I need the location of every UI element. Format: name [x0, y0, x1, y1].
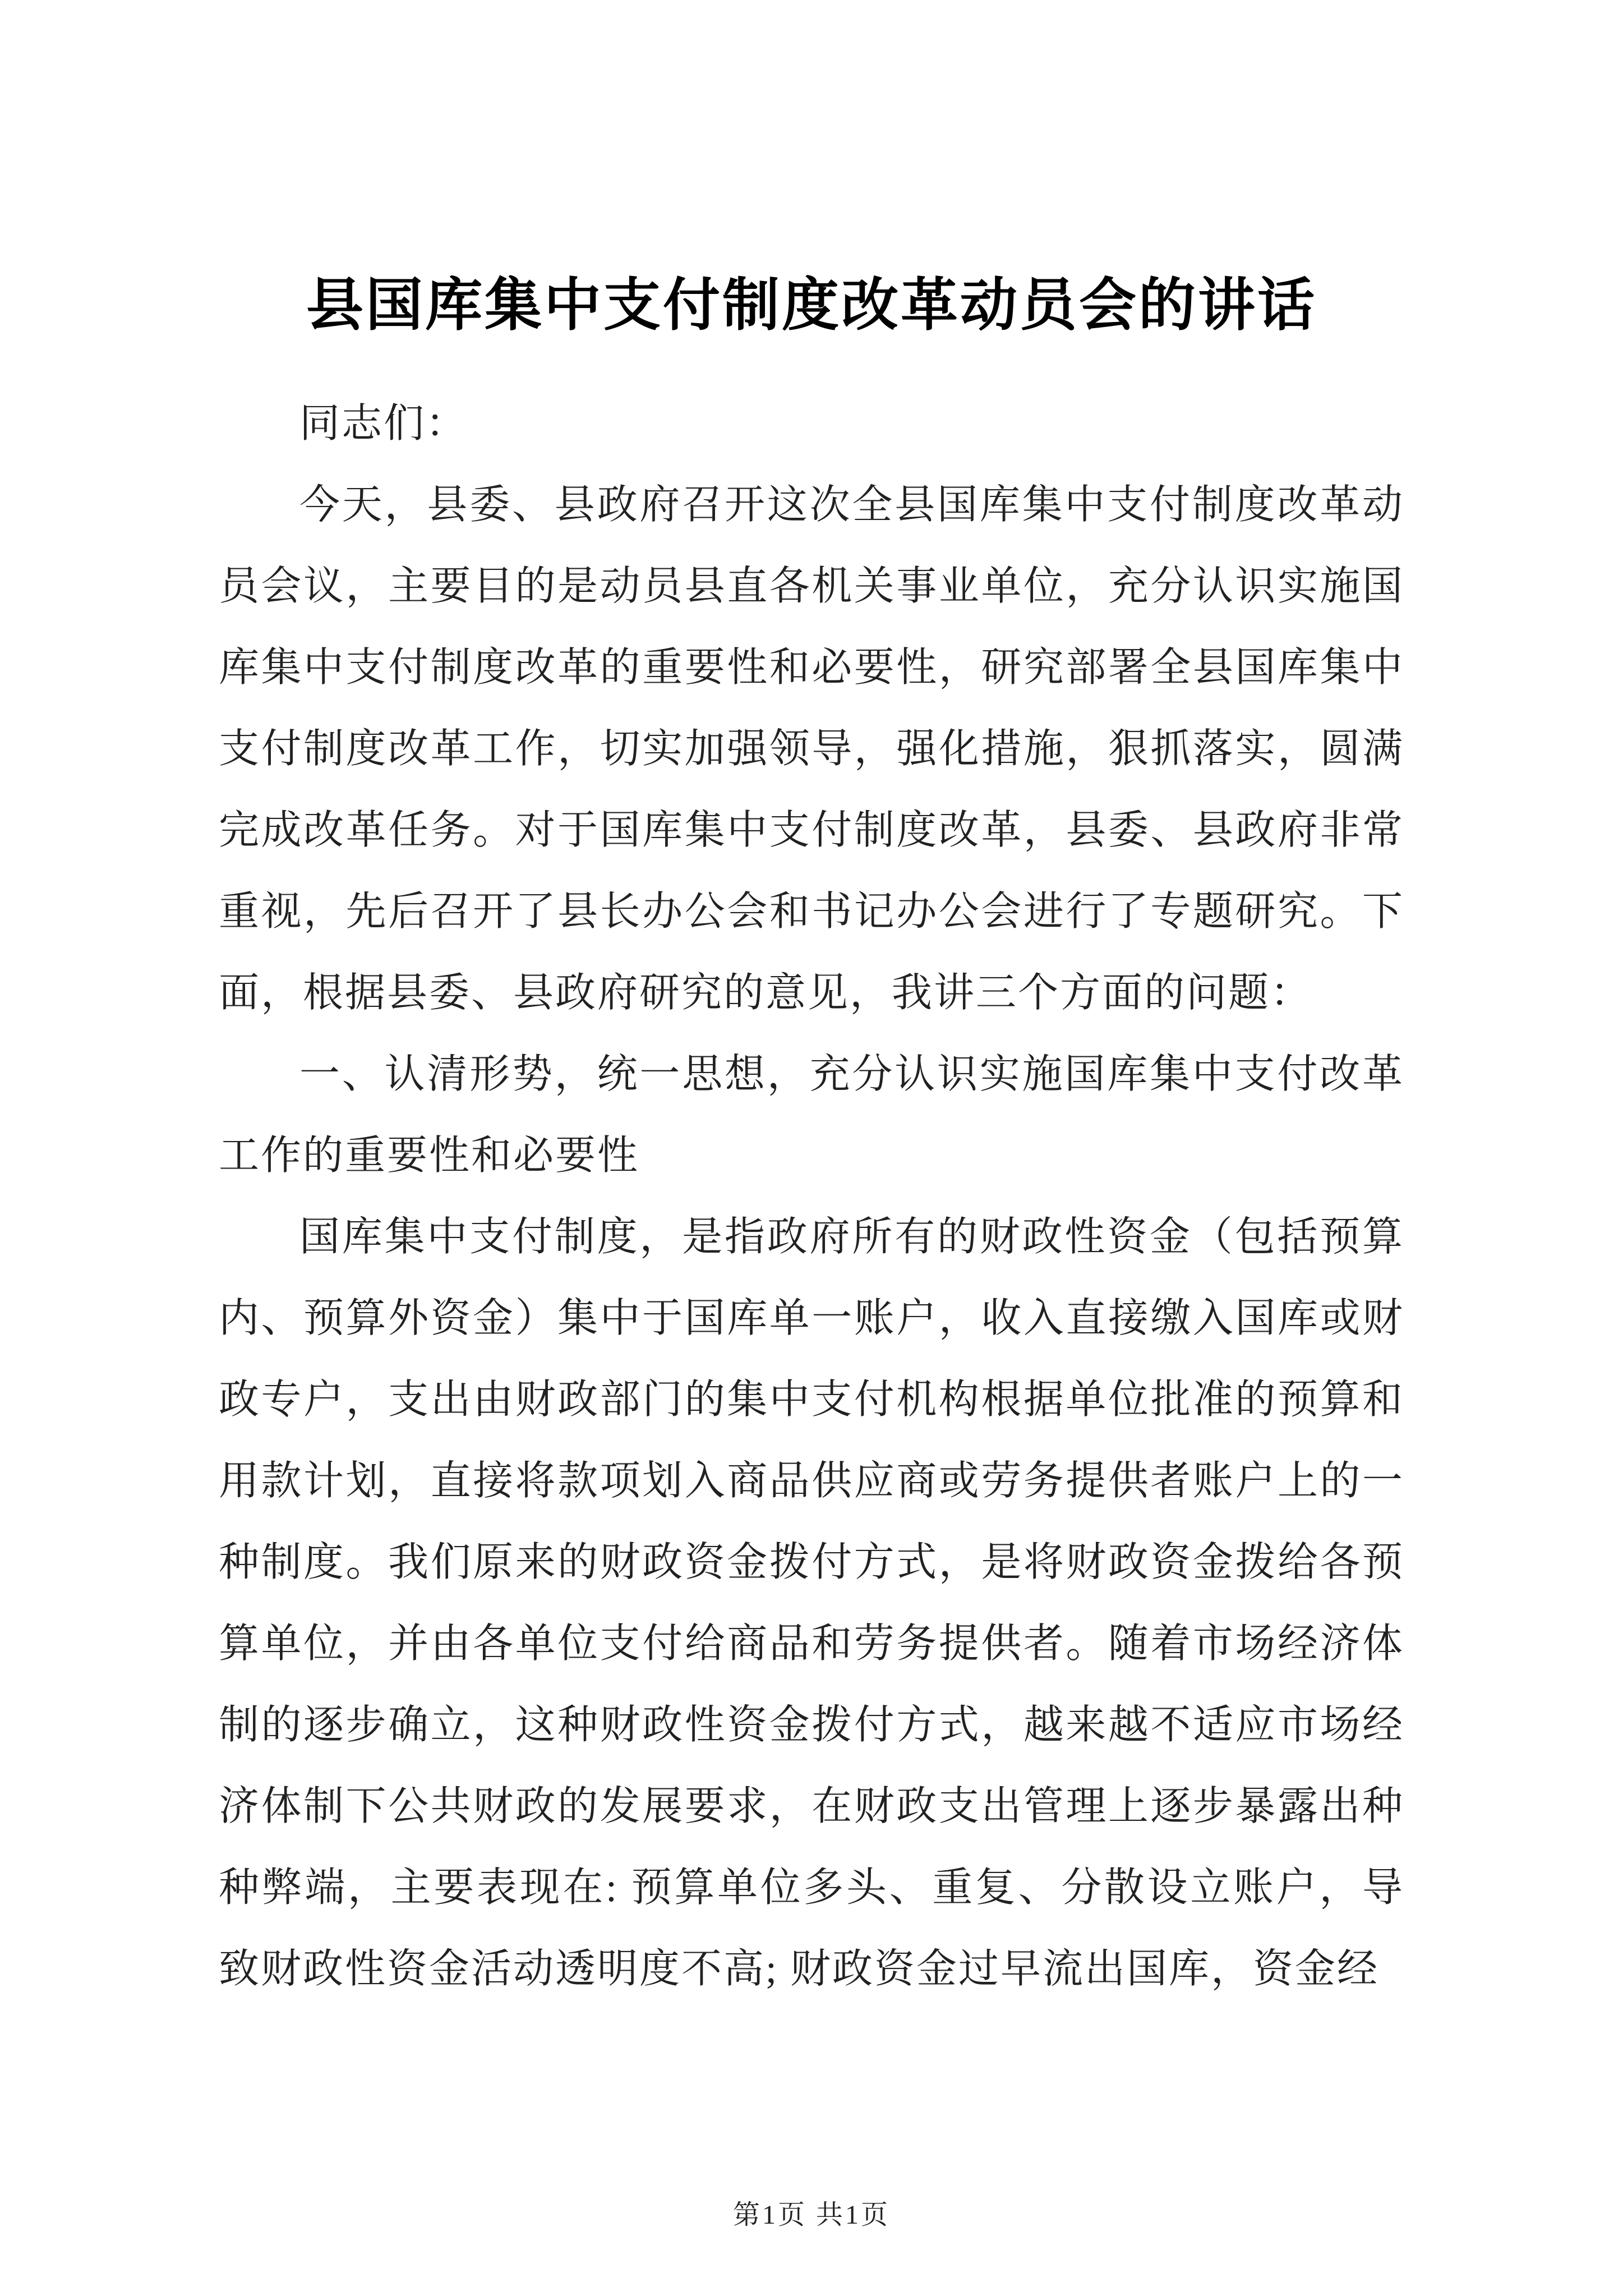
- paragraph-section-body: 国库集中支付制度，是指政府所有的财政性资金（包括预算内、预算外资金）集中于国库单一账户，收入直接缴入国库或财政专户，支出由财政部门的集中支付机构根据单位批准的预算和用款计划，直接将款项划入商品供应商或劳务提供者账户上的一种制度。我们原来的财政资金拨付方式，是将财政资金拨给各预算单位，并由各单位支付给商品和劳务提供者。随着市场经济体制的逐步确立，这种财政性资金拨付方式，越来越不适应市场经济体制下公共财政的发展要求，在财政支出管理上逐步暴露出种种弊端，主要表现在: 预算单位多头、重复、分散设立账户，导致财政性资金活动透明度不高; 财政资金过早流出国库，资金经: [219, 1214, 1404, 1991]
- document-title: 县国库集中支付制度改革动员会的讲话: [306, 274, 1317, 338]
- document-body: [219, 383, 1404, 2010]
- page-number: 第1页 共1页: [732, 2200, 890, 2230]
- paragraph-intro: 今天，县委、县政府召开这次全县国库集中支付制度改革动员会议，主要目的是动员县直各机关事业单位，充分认识实施国库集中支付制度改革的重要性和必要性，研究部署全县国库集中支付制度改革工作，切实加强领导，强化措施，狠抓落实，圆满完成改革任务。对于国库集中支付制度改革，县委、县政府非常重视，先后召开了县长办公会和书记办公会进行了专题研究。下面，根据县委、县政府研究的意见，我讲三个方面的问题：: [219, 482, 1404, 1015]
- paragraph-salutation: 同志们：: [299, 401, 468, 446]
- paragraph-section-heading: 一、认清形势，统一思想，充分认识实施国库集中支付改革工作的重要性和必要性: [219, 1051, 1404, 1178]
